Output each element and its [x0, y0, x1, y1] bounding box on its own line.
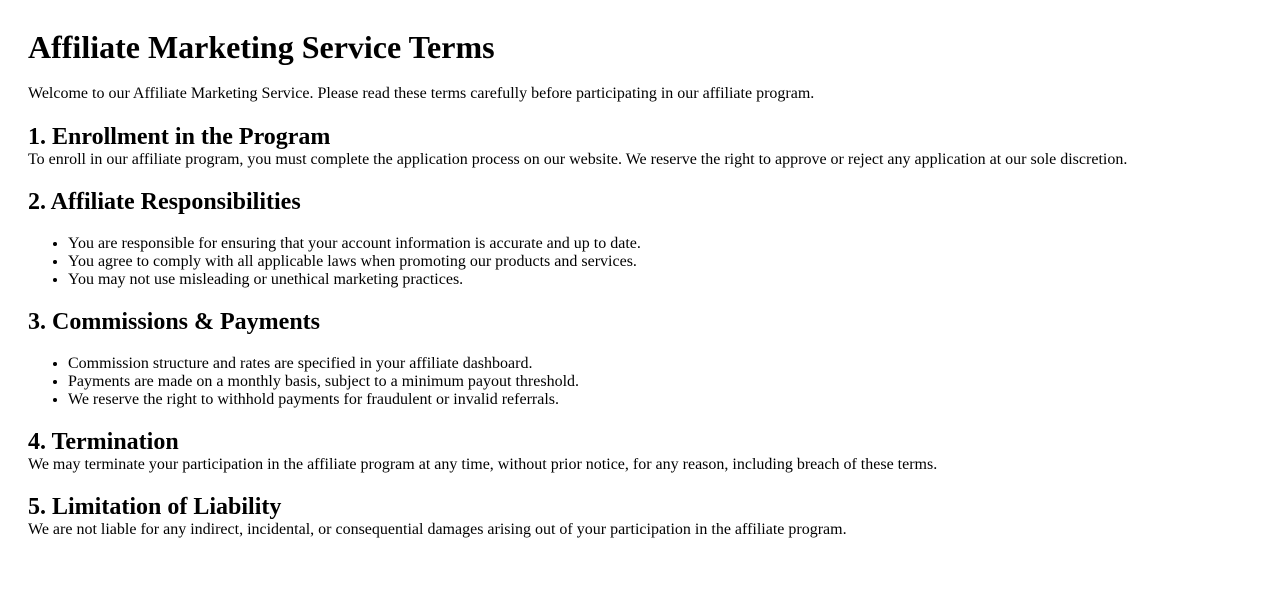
section-heading-enrollment: 1. Enrollment in the Program [28, 124, 331, 150]
intro-paragraph: Welcome to our Affiliate Marketing Service. Please read these terms carefully before participating in our affiliate program. [28, 85, 815, 102]
list-item: • You are responsible for ensuring that your account information is accurate and up to date. [68, 235, 1250, 253]
commissions-list [28, 355, 1250, 409]
page-title: Affiliate Marketing Service Terms [28, 29, 495, 65]
section-text-enrollment: To enroll in our affiliate program, you must complete the application process on our website. We reserve the right to approve or reject any application at our sole discretion. [28, 151, 1128, 168]
list-item: • You agree to comply with all applicable laws when promoting our products and services. [68, 253, 1250, 271]
section-text-termination: We may terminate your participation in the affiliate program at any time, without prior notice, for any reason, including breach of these terms. [28, 456, 938, 473]
section-heading-responsibilities: 2. Affiliate Responsibilities [28, 189, 301, 215]
section-heading-liability: 5. Limitation of Liability [28, 494, 282, 520]
section-heading-commissions: 3. Commissions & Payments [28, 309, 320, 335]
responsibilities-list [28, 235, 1250, 289]
list-item: • Commission structure and rates are specified in your affiliate dashboard. [68, 355, 1250, 373]
list-item: • You may not use misleading or unethical marketing practices. [68, 271, 1250, 289]
list-item: • We reserve the right to withhold payments for fraudulent or invalid referrals. [68, 391, 1250, 409]
list-item: • Payments are made on a monthly basis, subject to a minimum payout threshold. [68, 373, 1250, 391]
section-heading-termination: 4. Termination [28, 429, 179, 455]
section-text-liability: We are not liable for any indirect, incidental, or consequential damages arising out of your participation in the affiliate program. [28, 521, 847, 538]
